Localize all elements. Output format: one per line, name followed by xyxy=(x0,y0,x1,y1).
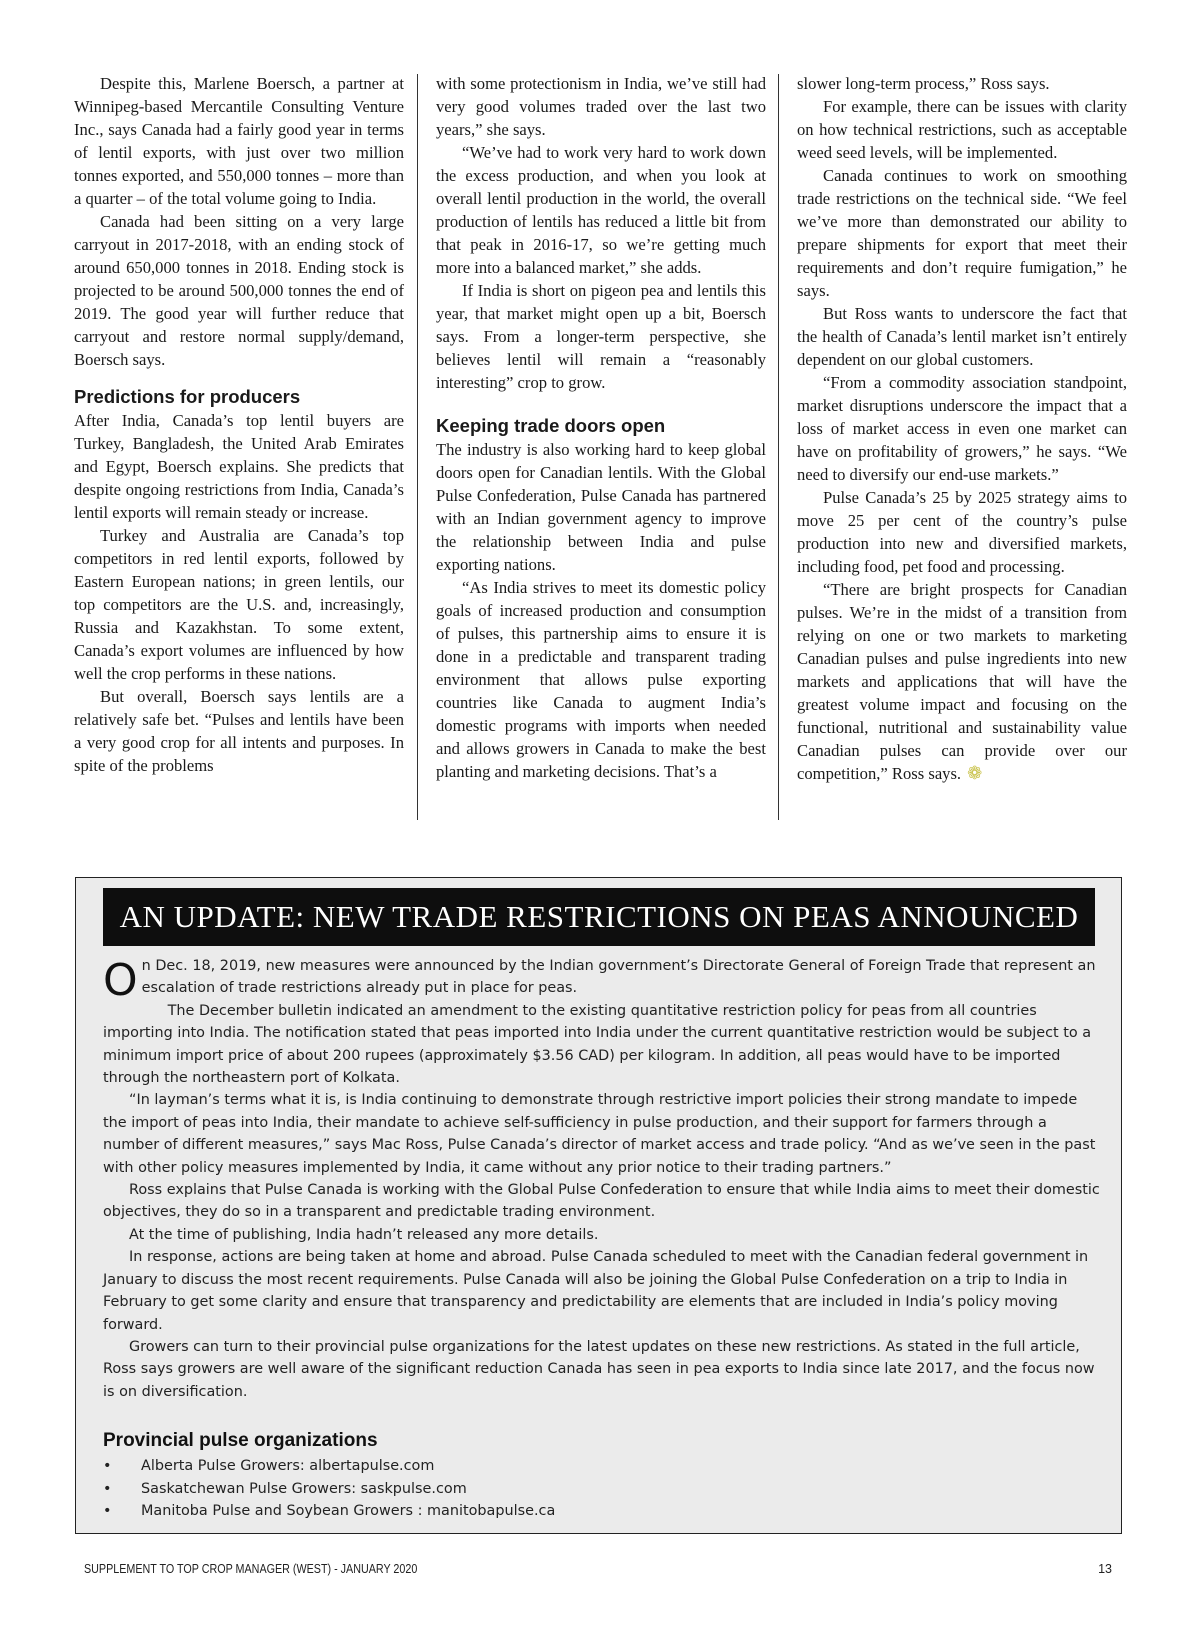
page-number: 13 xyxy=(1098,1562,1112,1576)
section-heading: Predictions for producers xyxy=(74,386,301,407)
list-item xyxy=(103,1455,1103,1477)
sidebar-title: AN UPDATE: NEW TRADE RESTRICTIONS ON PEAS ANNOUNCED xyxy=(103,888,1095,946)
footer-publication: SUPPLEMENT TO TOP CROP MANAGER (WEST) - JANUARY 2020 xyxy=(84,1562,418,1576)
paragraph: Growers can turn to their provincial pulse organizations for the latest updates on these new restrictions. As stated in the full article, Ross says growers are well aware of the significant reduction Canada has seen in pea exports to India since late 2017, and the focus now is on diversification. xyxy=(103,1338,1095,1400)
bullet-icon: • xyxy=(103,1480,112,1497)
paragraph: If India is short on pigeon pea and lentils this year, that market might open up a bit, Boersch says. From a longer-term perspective, she believes lentil will remain a “reasonably interesting” crop to grow. xyxy=(436,281,766,392)
bullet-icon: • xyxy=(103,1502,112,1519)
list-item xyxy=(103,1478,1103,1500)
column-divider xyxy=(778,74,779,820)
org-text: Alberta Pulse Growers: albertapulse.com xyxy=(141,1458,435,1475)
end-mark-icon: ❁ xyxy=(967,763,983,783)
paragraph: Canada had been sitting on a very large carryout in 2017-2018, with an ending stock of around 650,000 tonnes in 2018. Ending stock is projected to be around 500,000 tonnes the end of 2019. The good year will further reduce that carryout and restore normal supply/demand, Boersch says. xyxy=(74,212,404,369)
paragraph: with some protectionism in India, we’ve still had very good volumes traded over the last two years,” she says. xyxy=(436,74,766,139)
article-column-1 xyxy=(74,72,404,777)
paragraph: slower long-term process,” Ross says. xyxy=(797,74,1050,93)
paragraph xyxy=(797,578,1127,785)
org-text: Manitoba Pulse and Soybean Growers : manitobapulse.ca xyxy=(141,1502,556,1519)
paragraph: Canada continues to work on smoothing trade restrictions on the technical side. “We feel we’ve more than demonstrated our ability to prepare shipments for export that meet their requirements and don’t require fumigation,” he says. xyxy=(797,166,1127,300)
sidebar-body xyxy=(103,955,1103,1522)
orgs-heading: Provincial pulse organizations xyxy=(103,1430,378,1452)
article-column-2 xyxy=(436,72,766,783)
paragraph: Turkey and Australia are Canada’s top competitors in red lentil exports, followed by Eastern European nations; in green lentils, our top competitors are the U.S. and, increasingly, Russia and Kazakhstan. To some extent, Canada’s export volumes are influenced by how well the crop performs in these nations. xyxy=(74,526,404,683)
paragraph: Ross explains that Pulse Canada is working with the Global Pulse Confederation to ensure that while India aims to meet their domestic objectives, they do so in a transparent and predictable trading environment. xyxy=(103,1182,1100,1221)
paragraph: “We’ve had to work very hard to work down the excess production, and when you look at overall lentil production in the world, the overall production of lentils has reduced a little bit from that peak in 2016-17, so we’re getting much more into a balanced market,” she adds. xyxy=(436,143,766,277)
bullet-icon: • xyxy=(103,1458,112,1475)
orgs-list xyxy=(103,1455,1103,1522)
paragraph-text: n Dec. 18, 2019, new measures were announced by the Indian government’s Directorate General of Foreign Trade that represent an escalation of trade restrictions already put in place for peas. xyxy=(141,958,1096,997)
article-column-3 xyxy=(797,72,1127,785)
org-text: Saskatchewan Pulse Growers: saskpulse.com xyxy=(141,1480,467,1497)
paragraph: For example, there can be issues with clarity on how technical restrictions, such as acceptable weed seed levels, will be implemented. xyxy=(797,97,1127,162)
paragraph: In response, actions are being taken at home and abroad. Pulse Canada scheduled to meet with the Canadian federal government in January to discuss the most recent requirements. Pulse Canada will also be joining the Global Pulse Confederation on a trip to India in February to get some clarity and ensure that transparency and predictability are elements that are included in India’s policy moving forward. xyxy=(103,1249,1089,1333)
paragraph: Pulse Canada’s 25 by 2025 strategy aims to move 25 per cent of the country’s pulse production into new and diversified markets, including food, pet food and processing. xyxy=(797,488,1127,576)
provincial-orgs xyxy=(103,1429,1103,1522)
paragraph-text: “There are bright prospects for Canadian pulses. We’re in the midst of a transition from relying on one or two markets to marketing Canadian pulses and pulse ingredients into new markets and applications that will have the greatest volume impact and focusing on the functional, nutritional and sustainability value Canadian pulses can provide over our competition,” Ross says. xyxy=(797,580,1127,783)
drop-cap: O xyxy=(103,955,138,1006)
paragraph: The December bulletin indicated an amendment to the existing quantitative restriction policy for peas from all countries importing into India. The notification stated that peas imported into India under the current quantitative restriction would be subject to a minimum import price of about 200 rupees (approximately $3.56 CAD) per kilogram. In addition, all peas would have to be imported through the northeastern port of Kolkata. xyxy=(103,1002,1092,1087)
paragraph: The industry is also working hard to keep global doors open for Canadian lentils. With the Global Pulse Confederation, Pulse Canada has partnered with an Indian government agency to improve the relationship between India and pulse exporting nations. xyxy=(436,440,766,574)
paragraph: But overall, Boersch says lentils are a relatively safe bet. “Pulses and lentils have been a very good crop for all intents and purposes. In spite of the problems xyxy=(74,687,404,775)
paragraph: After India, Canada’s top lentil buyers are Turkey, Bangladesh, the United Arab Emirates and Egypt, Boersch explains. She predicts that despite ongoing restrictions from India, Canada’s lentil exports will remain steady or increase. xyxy=(74,411,404,522)
section-heading: Keeping trade doors open xyxy=(436,415,666,436)
paragraph: “From a commodity association standpoint, market disruptions underscore the impact that a loss of market access in even one market can have on profitability of growers,” he says. “We need to diversify our end-use markets.” xyxy=(797,373,1127,484)
paragraph: Despite this, Marlene Boersch, a partner at Winnipeg-based Mercantile Consulting Venture Inc., says Canada had a fairly good year in terms of lentil exports, with just over two million tonnes exported, and 550,000 tonnes – more than a quarter – of the total volume going to India. xyxy=(74,74,404,208)
paragraph: “In layman’s terms what it is, is India continuing to demonstrate through restrictive import policies their strong mandate to impede the import of peas into India, their mandate to achieve self-sufficiency in pulse production, and their support for farmers through a number of different measures,” says Mac Ross, Pulse Canada’s director of market access and trade policy. “And as we’ve seen in the past with other policy measures implemented by India, it came without any prior notice to their trading partners.” xyxy=(103,1092,1096,1176)
update-sidebar-box xyxy=(75,877,1122,1534)
paragraph: “As India strives to meet its domestic policy goals of increased production and consumption of pulses, this partnership aims to ensure it is done in a predictable and transparent trading environment that allows pulse exporting countries like Canada to augment India’s domestic programs with imports when needed and allows growers in Canada to make the best planting and marketing decisions. That’s a xyxy=(436,578,766,781)
paragraph: But Ross wants to underscore the fact that the health of Canada’s lentil market isn’t entirely dependent on our global customers. xyxy=(797,304,1127,369)
column-divider xyxy=(417,74,418,820)
paragraph: At the time of publishing, India hadn’t released any more details. xyxy=(129,1226,599,1243)
list-item xyxy=(103,1500,1103,1522)
paragraph xyxy=(103,955,1103,1006)
